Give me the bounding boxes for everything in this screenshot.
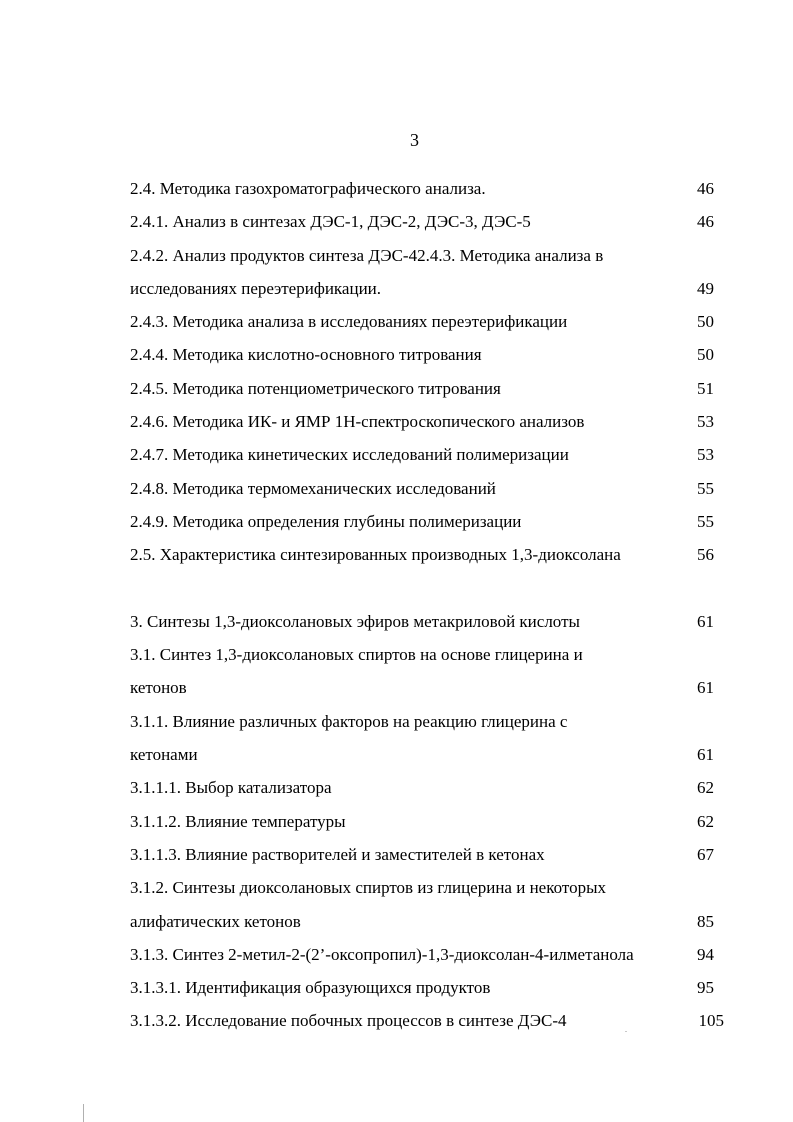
toc-entry-page: 49 xyxy=(697,278,714,298)
toc-entry-page: 105 xyxy=(698,1011,724,1031)
toc-entry-page: 51 xyxy=(697,378,714,398)
toc-entry-page: 53 xyxy=(697,445,714,465)
toc-entry-title: 3.1.1.3. Влияние растворителей и заместителей в кетонах xyxy=(130,844,545,864)
toc-entry-title: 3. Синтезы 1,3-диоксолановых эфиров метакриловой кислоты xyxy=(130,611,580,631)
toc-entry xyxy=(130,372,720,405)
toc-entry xyxy=(130,338,720,371)
toc-entry xyxy=(130,305,720,338)
toc-entry-page: 56 xyxy=(697,545,714,565)
toc-entry-title: 3.1.1. Влияние различных факторов на реакцию глицерина с xyxy=(130,711,568,731)
toc-entry-page: 55 xyxy=(697,511,714,531)
toc-entry-title: кетонов xyxy=(130,678,187,698)
toc-entry-title: 2.4. Методика газохроматографического анализа. xyxy=(130,179,486,198)
toc-entry-title: 2.4.2. Анализ продуктов синтеза ДЭС-42.4.3. Методика анализа в xyxy=(130,245,604,265)
toc-entry xyxy=(130,472,720,505)
page-number: 3 xyxy=(410,130,419,150)
toc-entry xyxy=(130,905,720,938)
toc-entry-page: 67 xyxy=(697,844,714,864)
toc-entry xyxy=(130,871,720,904)
toc-entry-title: 2.4.5. Методика потенциометрического титрования xyxy=(130,378,501,398)
toc-entry-title: 2.4.4. Методика кислотно-основного титрования xyxy=(130,345,482,365)
toc-entry-title: 2.4.6. Методика ИК- и ЯМР 1Н-спектроскопического анализов xyxy=(130,412,585,432)
toc-entry-title: 3.1.3. Синтез 2-метил-2-(2’-оксопропил)-1,3-диоксолан-4-илметанола xyxy=(130,944,634,964)
toc-entry-title: 2.4.8. Методика термомеханических исследований xyxy=(130,478,496,498)
toc-entry-page: 95 xyxy=(697,978,714,998)
toc-entry-title: 3.1.1.2. Влияние температуры xyxy=(130,811,346,831)
toc-entry-page: 50 xyxy=(697,345,714,365)
toc-entry-title: 3.1.3.1. Идентификация образующихся продуктов xyxy=(130,978,491,998)
toc-entry-title: 3.1.1.1. Выбор катализатора xyxy=(130,778,332,798)
toc-entry-page: 46 xyxy=(697,212,714,232)
toc-entry xyxy=(130,538,720,571)
toc-entry xyxy=(130,938,720,971)
toc-entry-title: исследованиях переэтерификации. xyxy=(130,278,382,298)
toc-entry-title: 2.4.7. Методика кинетических исследований полимеризации xyxy=(130,445,569,465)
toc-entry-title: алифатических кетонов xyxy=(130,911,301,931)
toc-entry-page: 50 xyxy=(697,312,714,332)
toc-entry-page: 62 xyxy=(697,811,714,831)
toc-entry xyxy=(130,771,720,804)
toc-entry xyxy=(130,605,720,638)
toc-entry-title: 3.1.2. Синтезы диоксолановых спиртов из глицерина и некоторых xyxy=(130,878,607,898)
toc-entry xyxy=(130,705,720,738)
toc-entry xyxy=(130,671,720,704)
toc-entry xyxy=(130,239,720,272)
toc-entry-title: 2.5. Характеристика синтезированных производных 1,3-диоксолана xyxy=(130,545,621,565)
toc-entry-page: 94 xyxy=(697,944,714,964)
toc-entry xyxy=(130,172,720,205)
toc-entry-page: 46 xyxy=(697,179,714,198)
toc-entry-page: 53 xyxy=(697,412,714,432)
toc-entry xyxy=(130,738,720,771)
scan-speck xyxy=(625,1031,627,1032)
toc-entry-page: 61 xyxy=(697,745,714,765)
table-of-contents xyxy=(130,172,724,1038)
toc-entry xyxy=(130,505,720,538)
toc-entry xyxy=(130,405,720,438)
scan-margin-mark xyxy=(83,1104,84,1122)
toc-entry-title: 2.4.9. Методика определения глубины полимеризации xyxy=(130,511,522,531)
toc-spacer xyxy=(130,572,720,605)
toc-entry-title: 2.4.3. Методика анализа в исследованиях переэтерификации xyxy=(130,312,568,332)
toc-entry xyxy=(130,971,720,1004)
toc-entry-page: 85 xyxy=(697,911,714,931)
toc-entry xyxy=(130,272,720,305)
toc-entry-page: 61 xyxy=(697,678,714,698)
toc-entry xyxy=(130,805,720,838)
toc-entry-title: 3.1.3.2. Исследование побочных процессов в синтезе ДЭС-4 xyxy=(130,1011,567,1031)
toc-entry xyxy=(130,638,720,671)
toc-entry xyxy=(130,1004,724,1037)
toc-entry-title: кетонами xyxy=(130,745,198,765)
toc-entry-title: 2.4.1. Анализ в синтезах ДЭС-1, ДЭС-2, ДЭС-3, ДЭС-5 xyxy=(130,212,531,232)
toc-entry-page: 55 xyxy=(697,478,714,498)
toc-entry xyxy=(130,838,720,871)
toc-entry-page: 62 xyxy=(697,778,714,798)
toc-entry xyxy=(130,205,720,238)
toc-entry xyxy=(130,438,720,471)
toc-entry-page: 61 xyxy=(697,611,714,631)
toc-entry-title: 3.1. Синтез 1,3-диоксолановых спиртов на основе глицерина и xyxy=(130,645,583,665)
